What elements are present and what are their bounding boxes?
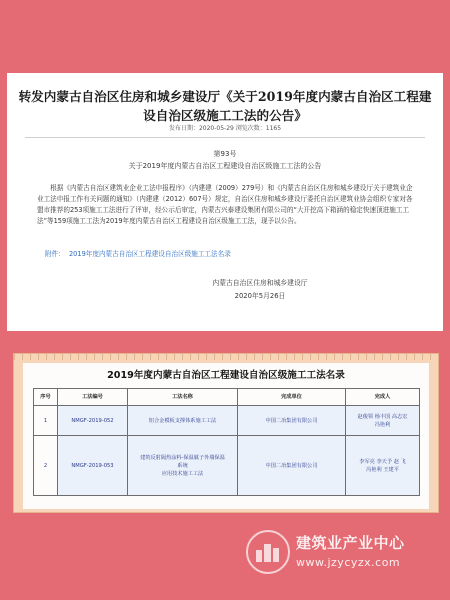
row-unit: 中国二冶集团有限公司 xyxy=(238,436,346,496)
table-row xyxy=(34,436,420,496)
editor-ruler xyxy=(14,354,438,360)
notice-title xyxy=(7,87,443,125)
header-no: 序号 xyxy=(34,389,58,406)
row-no: 1 xyxy=(34,406,58,436)
attachment-link[interactable]: 2019年度内蒙古自治区工程建设自治区级施工工法名录 xyxy=(68,250,231,258)
method-name-line: 系统 xyxy=(177,462,188,469)
header-name: 工法名称 xyxy=(128,389,238,406)
publish-meta: 发布日期：2020-05-29 浏览次数：1165 xyxy=(168,125,282,132)
title-divider xyxy=(25,137,425,138)
header-unit: 完成单位 xyxy=(238,389,346,406)
people-line: 李军亮 李天予 赵 飞 xyxy=(359,458,406,465)
issue-date: 2020年5月26日 xyxy=(234,292,286,300)
row-method-name xyxy=(128,436,238,496)
methods-table xyxy=(33,388,420,496)
notice-title-line-2: 设自治区级施工工法的公告》 xyxy=(143,108,307,123)
table-header-row xyxy=(34,389,420,406)
people-line: 赵俊领 杨丰国 高志宏 xyxy=(357,413,408,420)
notice-title-line-1: 转发内蒙古自治区住房和城乡建设厅《关于2019年度内蒙古自治区工程建 xyxy=(18,89,432,104)
directory-title: 2019年度内蒙古自治区工程建设自治区级施工工法名录 xyxy=(107,370,345,381)
document-number: 第93号 xyxy=(213,150,237,158)
building-logo-icon xyxy=(246,530,290,574)
people-line: 冯艳利 xyxy=(374,421,391,428)
table-row xyxy=(34,406,420,436)
people-line: 冯艳利 王建平 xyxy=(366,466,399,473)
row-code: NMGF-2019-052 xyxy=(58,406,128,436)
row-method-name xyxy=(128,406,238,436)
notice-subject: 关于2019年度内蒙古自治区工程建设自治区级施工工法的公告 xyxy=(128,162,322,170)
row-code: NMGF-2019-053 xyxy=(58,436,128,496)
method-name-line: 应用技术施工工法 xyxy=(161,470,204,477)
attachment-label: 附件： xyxy=(45,250,65,258)
method-name-line: 铝合金模板支撑体系施工工法 xyxy=(148,417,217,424)
row-unit: 中国二冶集团有限公司 xyxy=(238,406,346,436)
header-people: 完成人 xyxy=(346,389,420,406)
watermark-name: 建筑业产业中心 xyxy=(296,534,405,552)
row-people xyxy=(346,436,420,496)
row-no: 2 xyxy=(34,436,58,496)
site-watermark xyxy=(246,528,446,580)
directory-screenshot xyxy=(13,353,439,513)
directory-sheet xyxy=(23,363,429,509)
attachment-line xyxy=(45,249,415,259)
notice-body: 根据《内蒙古自治区建筑业企业工法申报程序》（内建建（2009）279号）和《内蒙古自治区住房和城乡建设厅关于建筑业企业工法申报工作有关问题的通知》（内建建（2012）607号）规定，自治区住房和城乡建设厅委托自治区建筑业协会组织专家对各盟市推荐的253项施工工法进行了评审，经公示后审定，内蒙古兴泰建设集团有限公司的“大开挖高下箱涵的稳定快速顶进施工工法”等159项施工工法为2019年度内蒙古自治区工程建设自治区级施工工法，现予以公告。 xyxy=(37,184,413,225)
row-people xyxy=(346,406,420,436)
header-code: 工法编号 xyxy=(58,389,128,406)
notice-card xyxy=(7,73,443,331)
watermark-url: www.jzycyzx.com xyxy=(296,556,401,569)
issuing-organization: 内蒙古自治区住房和城乡建设厅 xyxy=(212,279,308,287)
method-name-line: 建筑反射隔热涂料-保温腻子外墙保温 xyxy=(140,454,225,461)
